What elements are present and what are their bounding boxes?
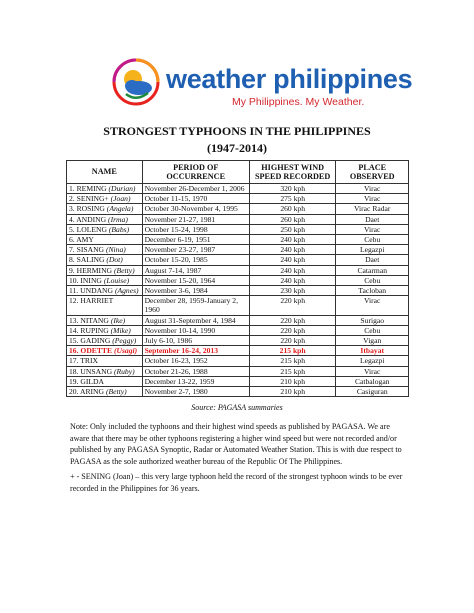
typhoon-local-name: GILDA [80,376,105,386]
table-row [67,184,409,194]
typhoon-name-cell [67,366,143,376]
place-cell: Legazpi [336,356,409,366]
place-cell: Legazpi [336,245,409,255]
typhoon-name-cell [67,184,143,194]
typhoon-international-name: (Angela) [106,204,134,214]
table-row [67,204,409,214]
typhoon-name-cell [67,325,143,335]
typhoon-international-name: (Peggy) [112,336,137,346]
place-cell: Virac [336,366,409,376]
period-cell: October 15-20, 1985 [142,255,249,265]
table-row [67,286,409,296]
typhoon-local-name: LOLENG [76,224,107,234]
speed-cell: 230 kph [249,286,336,296]
note-paragraph: Note: Only included the typhoons and their highest wind speeds as published by PAGASA. We are aware that there may be other typhoons registering a higher wind speed but were not recorded and/or published by any PAGASA Synoptic, Radar or Automated Weather Station. This is with due respect to PAGASA as the sole authorized weather bureau of the Republic Of The Philippines. [70,422,402,466]
table-row [67,366,409,376]
typhoon-international-name: (Joan) [110,194,131,204]
table-row [67,387,409,397]
period-cell: November 3-6, 1984 [142,286,249,296]
table-row [67,245,409,255]
typhoon-name-cell [67,346,143,356]
speed-cell: 260 kph [249,204,336,214]
typhoon-table [66,160,409,397]
typhoon-local-name: REMING [76,184,107,193]
place-cell: Tacloban [336,286,409,296]
period-cell: November 15-20, 1964 [142,275,249,285]
brand-tagline: My Philippines. My Weather. [232,96,365,108]
table-row [67,275,409,285]
table-row [67,255,409,265]
typhoon-international-name: (Louise) [103,275,130,285]
typhoon-name-cell [67,245,143,255]
typhoon-international-name: (Durian) [108,184,136,193]
row-number: 2. [69,194,75,204]
table-row [67,346,409,356]
row-number: 5. [69,224,75,234]
table-row [67,376,409,386]
period-cell: October 11-15, 1970 [142,194,249,204]
typhoon-name-cell [67,336,143,346]
header-speed: HIGHEST WIND SPEED RECORDED [249,161,336,184]
table-row [67,325,409,335]
typhoon-name-cell [67,387,143,397]
row-number: 19. [69,376,79,386]
typhoon-local-name: ARING [79,387,105,397]
typhoon-name-cell [67,315,143,325]
row-number: 18. [69,366,79,376]
row-number: 17. [69,356,79,366]
table-row [67,315,409,325]
place-cell: Catbalogan [336,376,409,386]
period-cell: November 2-7, 1980 [142,387,249,397]
row-number: 14. [69,325,79,335]
typhoon-local-name: NITANG [80,315,109,325]
row-number: 7. [69,245,75,255]
typhoon-local-name: UNSANG [80,366,113,376]
header-name: NAME [67,161,143,184]
typhoon-name-cell [67,255,143,265]
place-cell: Daet [336,255,409,265]
typhoon-international-name: (Nina) [105,245,126,255]
table-header-row [67,161,409,184]
typhoon-international-name: (Usagi) [113,346,138,356]
period-cell: October 15-24, 1998 [142,224,249,234]
place-cell: Virac [336,184,409,194]
table-row [67,224,409,234]
period-cell: November 23-27, 1987 [142,245,249,255]
document-subtitle: (1947-2014) [207,141,267,155]
row-number: 9. [69,265,75,275]
speed-cell: 215 kph [249,356,336,366]
speed-cell: 215 kph [249,366,336,376]
place-cell: Casiguran [336,387,409,397]
speed-cell: 240 kph [249,275,336,285]
typhoon-international-name: (Betty) [105,387,127,397]
typhoon-name-cell [67,356,143,366]
typhoon-international-name: (Dot) [106,255,123,265]
place-cell: Catarman [336,265,409,275]
typhoon-international-name: (Betty) [113,265,135,275]
period-cell: October 21-26, 1988 [142,366,249,376]
place-cell: Virac [336,296,409,315]
row-number: 1. [69,184,75,193]
row-number: 16. [69,346,79,356]
place-cell: Vigan [336,336,409,346]
place-cell: Cebu [336,275,409,285]
period-cell: August 31-September 4, 1984 [142,315,249,325]
row-number: 12. [69,296,79,306]
period-cell: October 16-23, 1952 [142,356,249,366]
typhoon-local-name: TRIX [80,356,98,366]
typhoon-local-name: GADING [80,336,111,346]
speed-cell: 240 kph [249,265,336,275]
typhoon-name-cell [67,204,143,214]
period-cell: August 7-14, 1987 [142,265,249,275]
speed-cell: 275 kph [249,194,336,204]
place-cell: Daet [336,214,409,224]
period-cell: December 13-22, 1959 [142,376,249,386]
table-row [67,235,409,245]
speed-cell: 240 kph [249,245,336,255]
speed-cell: 240 kph [249,255,336,265]
row-number: 8. [69,255,75,265]
typhoon-local-name: SALING [76,255,105,265]
brand-name: weather philippines [166,64,413,94]
source-caption: Source: PAGASA summaries [191,403,283,412]
table-row [67,336,409,346]
typhoon-international-name: (Irma) [108,214,128,224]
period-cell: December 6-19, 1951 [142,235,249,245]
header-period: PERIOD OF OCCURRENCE [142,161,249,184]
period-cell: December 28, 1959-January 2, 1960 [142,296,249,315]
typhoon-local-name: SENING+ [76,194,109,204]
typhoon-name-cell [67,235,143,245]
period-cell: September 16-24, 2013 [142,346,249,356]
row-number: 11. [69,286,79,296]
row-number: 10. [69,275,79,285]
typhoon-local-name: RUPING [80,325,109,335]
row-number: 4. [69,214,75,224]
place-cell: Cebu [336,325,409,335]
typhoon-name-cell [67,214,143,224]
speed-cell: 210 kph [249,376,336,386]
table-row [67,194,409,204]
typhoon-international-name: (Ruby) [113,366,135,376]
typhoon-name-cell [67,275,143,285]
row-number: 20. [69,387,79,397]
place-cell: Surigao [336,315,409,325]
place-cell: Itbayat [336,346,409,356]
weather-philippines-logo [112,58,413,110]
typhoon-international-name: (Babs) [108,224,130,234]
table-body [67,184,409,397]
typhoon-international-name: (Mike) [110,325,131,335]
table-row [67,214,409,224]
row-number: 15. [69,336,79,346]
typhoon-international-name: (Agnes) [114,286,139,296]
typhoon-local-name: ODETTE [80,346,113,356]
speed-cell: 240 kph [249,235,336,245]
sun-cloud-logo-icon [112,58,160,106]
speed-cell: 320 kph [249,184,336,194]
row-number: 3. [69,204,75,214]
typhoon-name-cell [67,224,143,234]
typhoon-name-cell [67,376,143,386]
speed-cell: 215 kph [249,346,336,356]
typhoon-local-name: AMY [76,235,94,245]
typhoon-local-name: UNDANG [80,286,114,296]
typhoon-local-name: HERMING [76,265,113,275]
table-row [67,356,409,366]
speed-cell: 220 kph [249,336,336,346]
speed-cell: 220 kph [249,315,336,325]
typhoon-local-name: INING [80,275,102,285]
place-cell: Virac [336,224,409,234]
row-number: 6. [69,235,75,245]
typhoon-name-cell [67,296,143,315]
speed-cell: 220 kph [249,296,336,315]
header-place: PLACE OBSERVED [336,161,409,184]
sening-footnote: + - SENING (Joan) – this very large typhoon held the record of the strongest typhoon winds to be ever recorded in the Philippines for 36 years. [70,472,403,493]
document-title: STRONGEST TYPHOONS IN THE PHILIPPINES [103,124,371,138]
speed-cell: 250 kph [249,224,336,234]
table-row [67,296,409,315]
speed-cell: 210 kph [249,387,336,397]
period-cell: October 30-November 4, 1995 [142,204,249,214]
typhoon-name-cell [67,286,143,296]
period-cell: November 26-December 1, 2006 [142,184,249,194]
table-row [67,265,409,275]
typhoon-name-cell [67,194,143,204]
speed-cell: 260 kph [249,214,336,224]
place-cell: Cebu [336,235,409,245]
speed-cell: 220 kph [249,325,336,335]
typhoon-local-name: ANDING [76,214,107,224]
typhoon-name-cell [67,265,143,275]
period-cell: November 21-27, 1981 [142,214,249,224]
place-cell: Virac [336,194,409,204]
typhoon-international-name: (Ike) [110,315,126,325]
typhoon-local-name: ROSING [76,204,105,214]
period-cell: November 10-14, 1990 [142,325,249,335]
typhoon-local-name: HARRIET [80,296,114,306]
row-number: 13. [69,315,79,325]
place-cell: Virac Radar [336,204,409,214]
period-cell: July 6-10, 1986 [142,336,249,346]
typhoon-local-name: SISANG [76,245,105,255]
